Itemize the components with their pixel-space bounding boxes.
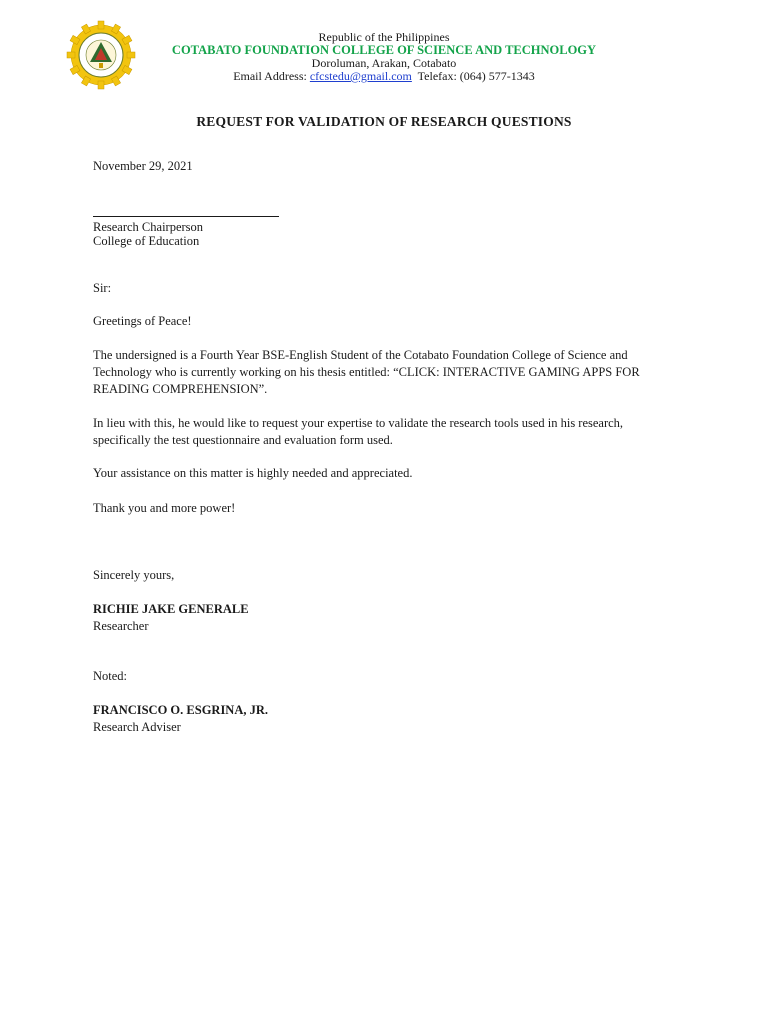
republic-line: Republic of the Philippines (318, 30, 450, 44)
telefax: Telefax: (064) 577-1343 (411, 69, 535, 83)
sender-name: RICHIE JAKE GENERALE (93, 602, 249, 616)
school-name: COTABATO FOUNDATION COLLEGE OF SCIENCE AND TECHNOLOGY (171, 43, 597, 57)
paragraph-1: The undersigned is a Fourth Year BSE-English Student of the Cotabato Foundation College of Science and Technology who is currently working on his thesis entitled: “CLICK: INTERACTIVE GAMING APPS FOR READING COMPREHENSION”. (93, 348, 640, 396)
adviser-name: FRANCISCO O. ESGRINA, JR. (93, 703, 269, 717)
paragraph-4: Thank you and more power! (93, 501, 236, 515)
email-link[interactable]: cfcstedu@gmail.com (309, 69, 412, 83)
greeting: Greetings of Peace! (93, 314, 192, 328)
letter-title: REQUEST FOR VALIDATION OF RESEARCH QUESTIONS (196, 114, 572, 129)
closing: Sincerely yours, (93, 568, 175, 582)
recipient-name-line (93, 216, 279, 217)
contact-line (150, 70, 618, 83)
salutation: Sir: (93, 281, 112, 295)
school-address: Doroluman, Arakan, Cotabato (311, 56, 457, 70)
letter-date: November 29, 2021 (93, 159, 193, 173)
recipient-title: Research Chairperson (93, 220, 204, 234)
adviser-title: Research Adviser (93, 720, 181, 734)
paragraph-3: Your assistance on this matter is highly needed and appreciated. (93, 466, 413, 480)
recipient-dept: College of Education (93, 234, 200, 248)
noted-label: Noted: (93, 669, 128, 683)
paragraph-2: In lieu with this, he would like to request your expertise to validate the research tools used in his research, specifically the test questionnaire and evaluation form used. (93, 416, 624, 447)
letterhead (150, 31, 618, 83)
sender-title: Researcher (93, 619, 149, 633)
school-seal-icon (66, 20, 136, 90)
email-label: Email Address: (233, 69, 310, 83)
